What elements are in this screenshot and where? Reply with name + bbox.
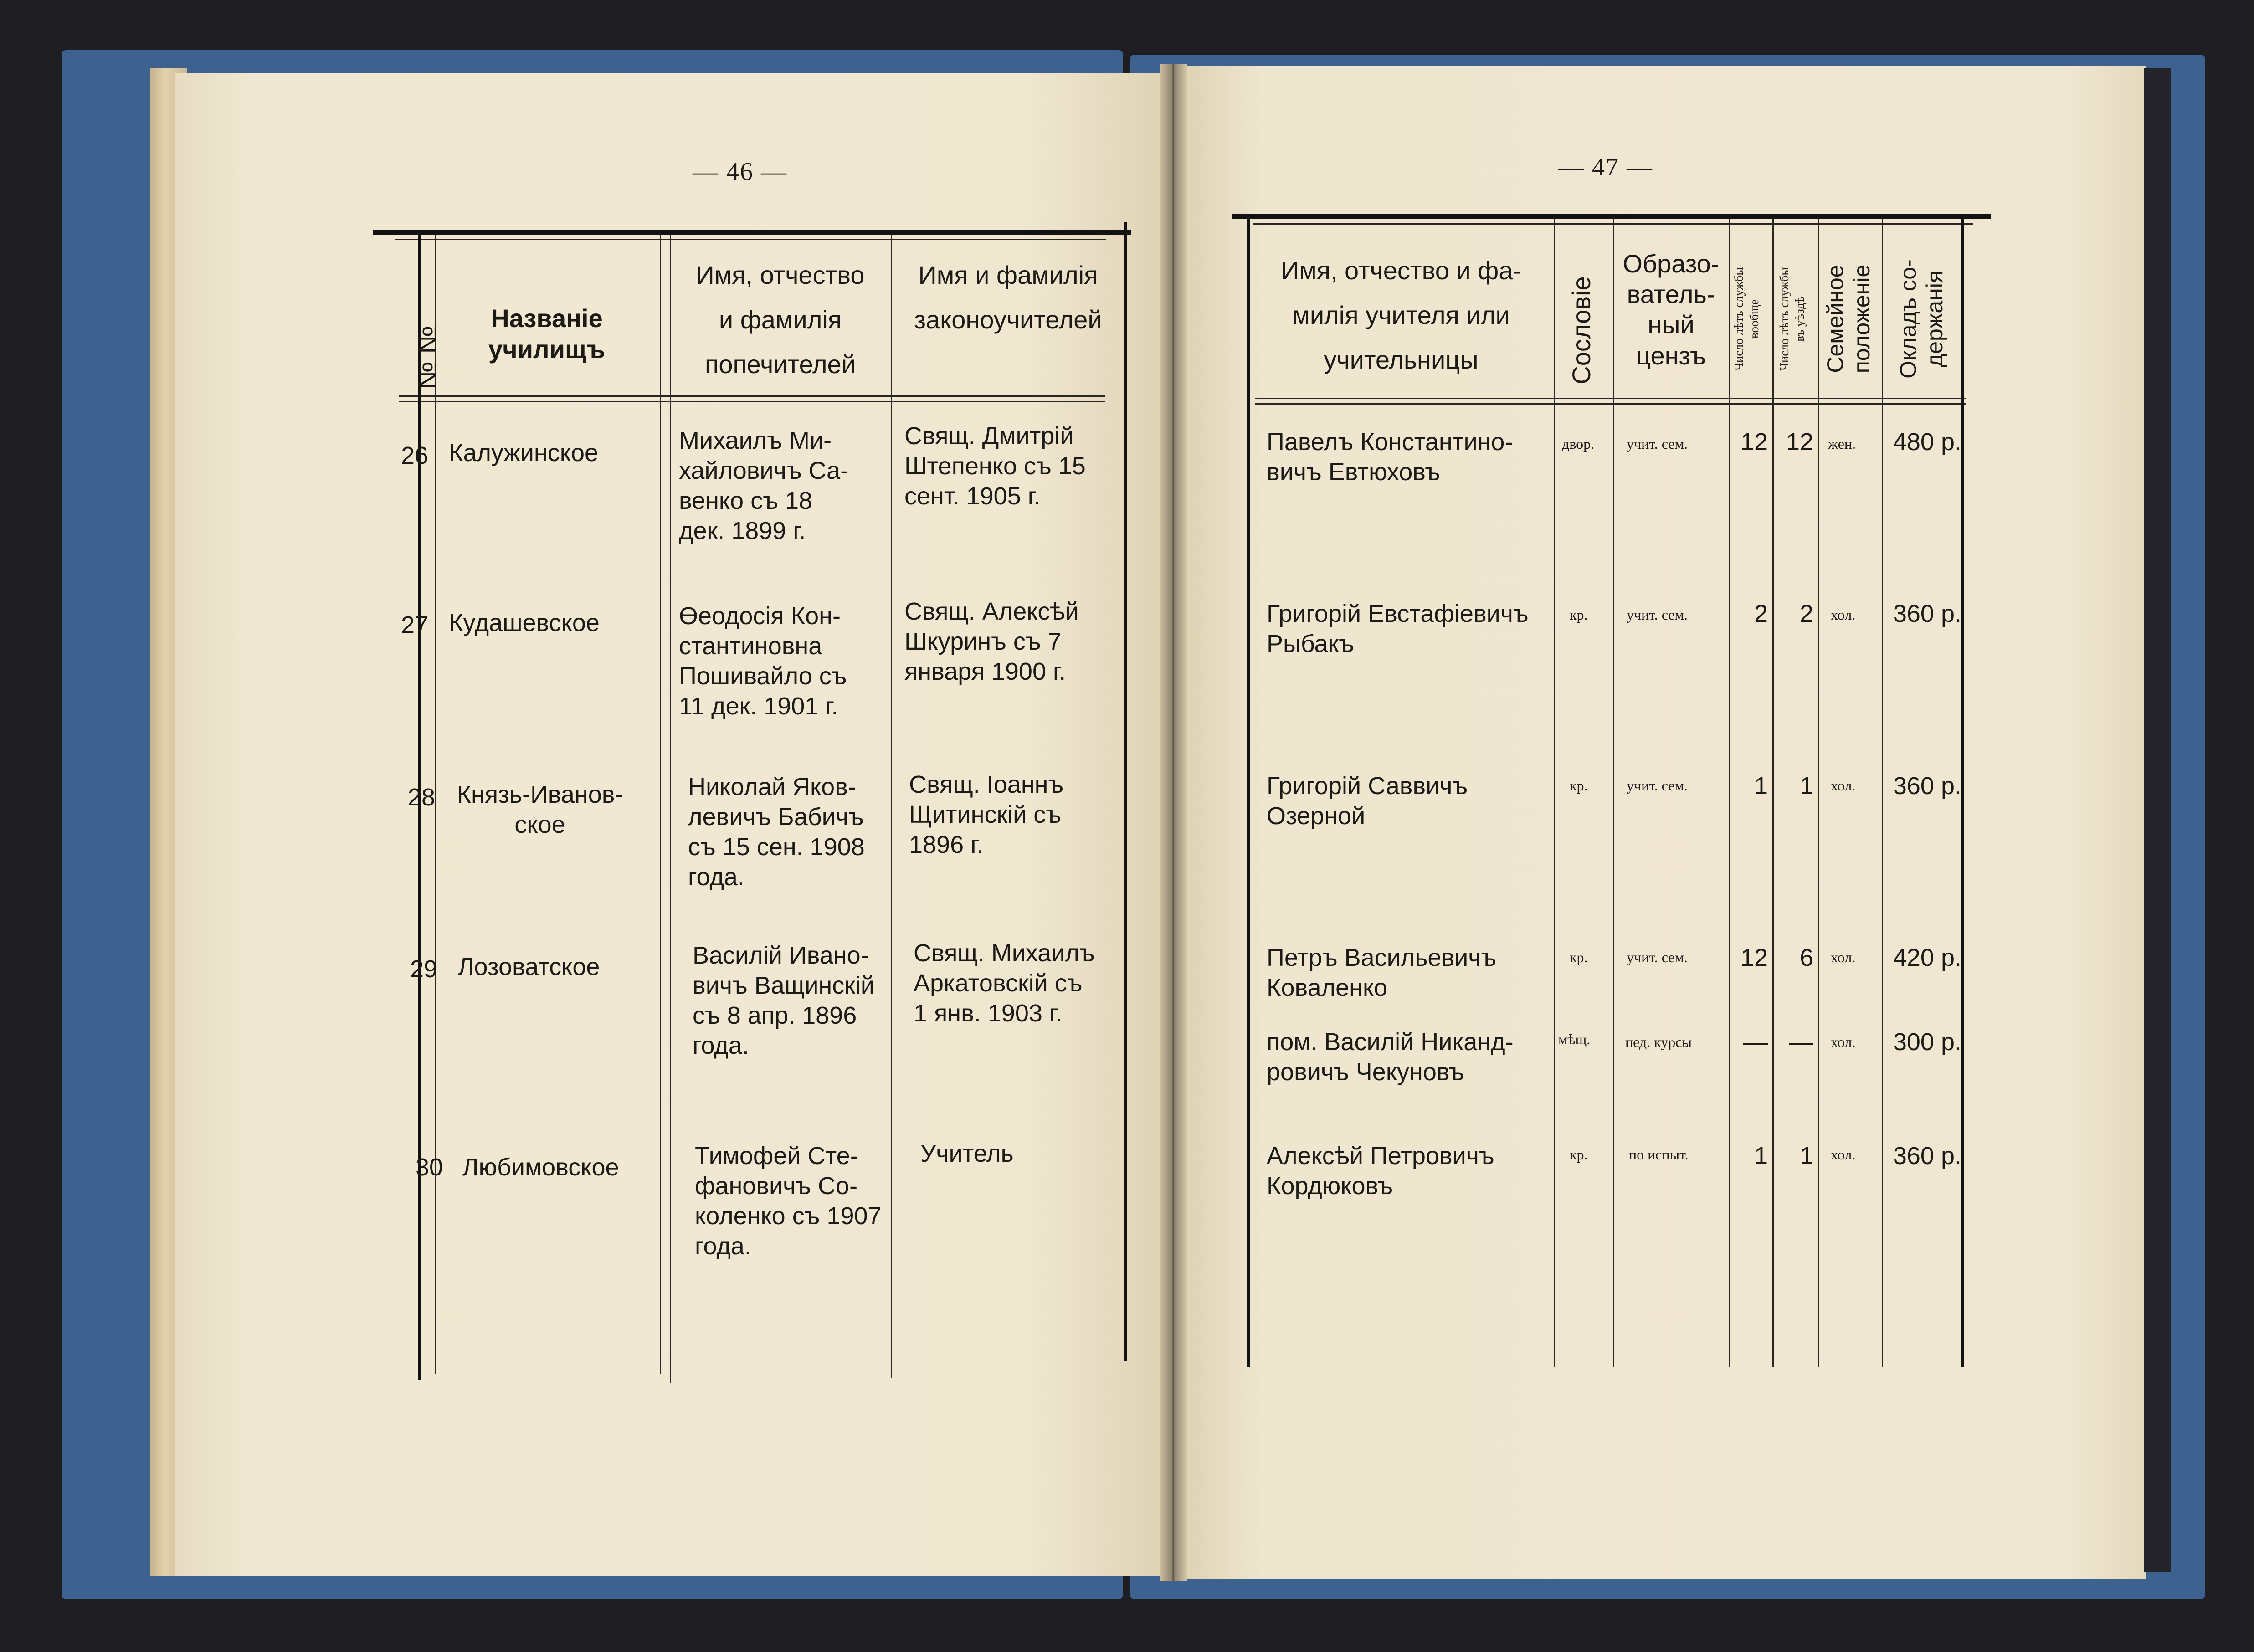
salary: 300 р.: [1893, 1028, 1961, 1056]
years-total: 1: [1754, 772, 1768, 800]
years-total: 2: [1754, 600, 1768, 627]
trustee-name: Өеодосія Кон- стантиновна Пошивайло съ 11 дек. 1901 г.: [679, 602, 847, 720]
priest-name: Свящ. Іоаннъ Щитинскій съ 1896 г.: [909, 771, 1064, 858]
teacher-name: Григорій Саввичъ Озерной: [1267, 772, 1468, 830]
trustee-name: Василій Ивано- вичъ Ващинскій съ 8 апр. 1896 года.: [693, 942, 874, 1059]
book-gutter: [1160, 64, 1187, 1581]
school-name: Любимовское: [462, 1154, 619, 1181]
years-total: 1: [1754, 1142, 1768, 1170]
family-status: хол.: [1831, 777, 1856, 794]
priest-name: Свящ. Михаилъ Аркатовскій съ 1 янв. 1903 г.: [914, 939, 1095, 1027]
years-uezd: —: [1789, 1028, 1813, 1056]
education: учит. сем.: [1627, 436, 1688, 452]
estate: двор.: [1562, 436, 1595, 452]
trustee-name: Николай Яков- левичъ Бабичъ съ 15 сен. 1908 года.: [688, 773, 865, 891]
trustee-name: Михаилъ Ми- хайловичъ Са- венко съ 18 дек. 1899 г.: [679, 427, 849, 544]
salary: 360 р.: [1893, 600, 1961, 627]
years-total: 12: [1740, 944, 1768, 971]
trustee-name: Тимофей Сте- фановичъ Со- коленко съ 1907 года.: [695, 1142, 882, 1260]
school-name: Лозоватское: [458, 953, 600, 980]
years-total: —: [1743, 1028, 1768, 1056]
header-number: № №: [413, 325, 442, 390]
years-total: 12: [1740, 428, 1768, 456]
salary: 420 р.: [1893, 944, 1961, 971]
priest-name: Учитель: [920, 1140, 1014, 1167]
salary: 360 р.: [1893, 772, 1961, 800]
family-status: хол.: [1831, 949, 1856, 965]
priest-name: Свящ. Дмитрій Штепенко съ 15 сент. 1905 г.: [904, 422, 1086, 510]
family-status: жен.: [1828, 436, 1856, 452]
row-number: 27: [401, 611, 429, 639]
years-uezd: 1: [1799, 1142, 1813, 1170]
school-name: Кудашевское: [449, 609, 600, 636]
salary: 360 р.: [1893, 1142, 1961, 1170]
header-years-uezd: Число лѣтъ службы въ уѣздѣ: [1777, 267, 1807, 371]
salary: 480 р.: [1893, 428, 1961, 456]
row-number: 28: [408, 784, 436, 811]
teacher-name: Павелъ Константино- вичъ Евтюховъ: [1267, 428, 1513, 486]
header-family-status: Семейное положеніе: [1823, 264, 1874, 374]
page-number-left: — 46 —: [693, 158, 787, 186]
header-priests: Имя и фамилія законоучителей: [914, 261, 1102, 334]
header-education: Образо- ватель- ный цензъ: [1622, 249, 1720, 370]
years-uezd: 1: [1799, 772, 1813, 800]
teacher-name: Григорій Евстафіевичъ Рыбакъ: [1267, 600, 1529, 657]
priest-name: Свящ. Алексѣй Шкуринъ съ 7 января 1900 г.: [904, 598, 1079, 685]
education: по испыт.: [1629, 1146, 1689, 1163]
teacher-name: Петръ Васильевичъ Коваленко: [1267, 944, 1497, 1001]
row-number: 26: [401, 442, 429, 469]
family-status: хол.: [1831, 606, 1856, 623]
school-name: Князь-Иванов- ское: [457, 781, 623, 838]
estate: кр.: [1570, 1146, 1588, 1163]
estate: кр.: [1570, 606, 1588, 623]
row-number: 30: [416, 1154, 443, 1181]
page-number-right: — 47 —: [1558, 153, 1653, 181]
years-uezd: 2: [1799, 600, 1813, 627]
family-status: хол.: [1831, 1034, 1856, 1050]
education: пед. курсы: [1625, 1034, 1692, 1050]
estate: мѣщ.: [1558, 1031, 1591, 1047]
years-uezd: 12: [1786, 428, 1813, 456]
header-salary: Окладъ со- держанія: [1895, 259, 1947, 379]
header-trustees: Имя, отчество и фамилія попечителей: [696, 261, 865, 379]
header-years-total: Число лѣтъ службы вообще: [1732, 267, 1761, 371]
book-spine: [2144, 68, 2171, 1572]
years-uezd: 6: [1799, 944, 1813, 971]
estate: кр.: [1570, 777, 1588, 794]
header-estate: Сословіе: [1567, 276, 1596, 385]
school-name: Калужинское: [449, 439, 599, 467]
family-status: хол.: [1831, 1146, 1856, 1163]
teacher-name: пом. Василій Никанд- ровичъ Чекуновъ: [1267, 1028, 1514, 1086]
education: учит. сем.: [1627, 606, 1688, 623]
education: учит. сем.: [1627, 949, 1688, 965]
teacher-name: Алексѣй Петровичъ Кордюковъ: [1267, 1142, 1494, 1200]
education: учит. сем.: [1627, 777, 1688, 794]
header-teacher-name: Имя, отчество и фа- милія учителя или учительницы: [1280, 256, 1522, 374]
estate: кр.: [1570, 949, 1588, 965]
row-number: 29: [410, 955, 438, 983]
header-school-name: Названіе училищъ: [488, 304, 606, 364]
